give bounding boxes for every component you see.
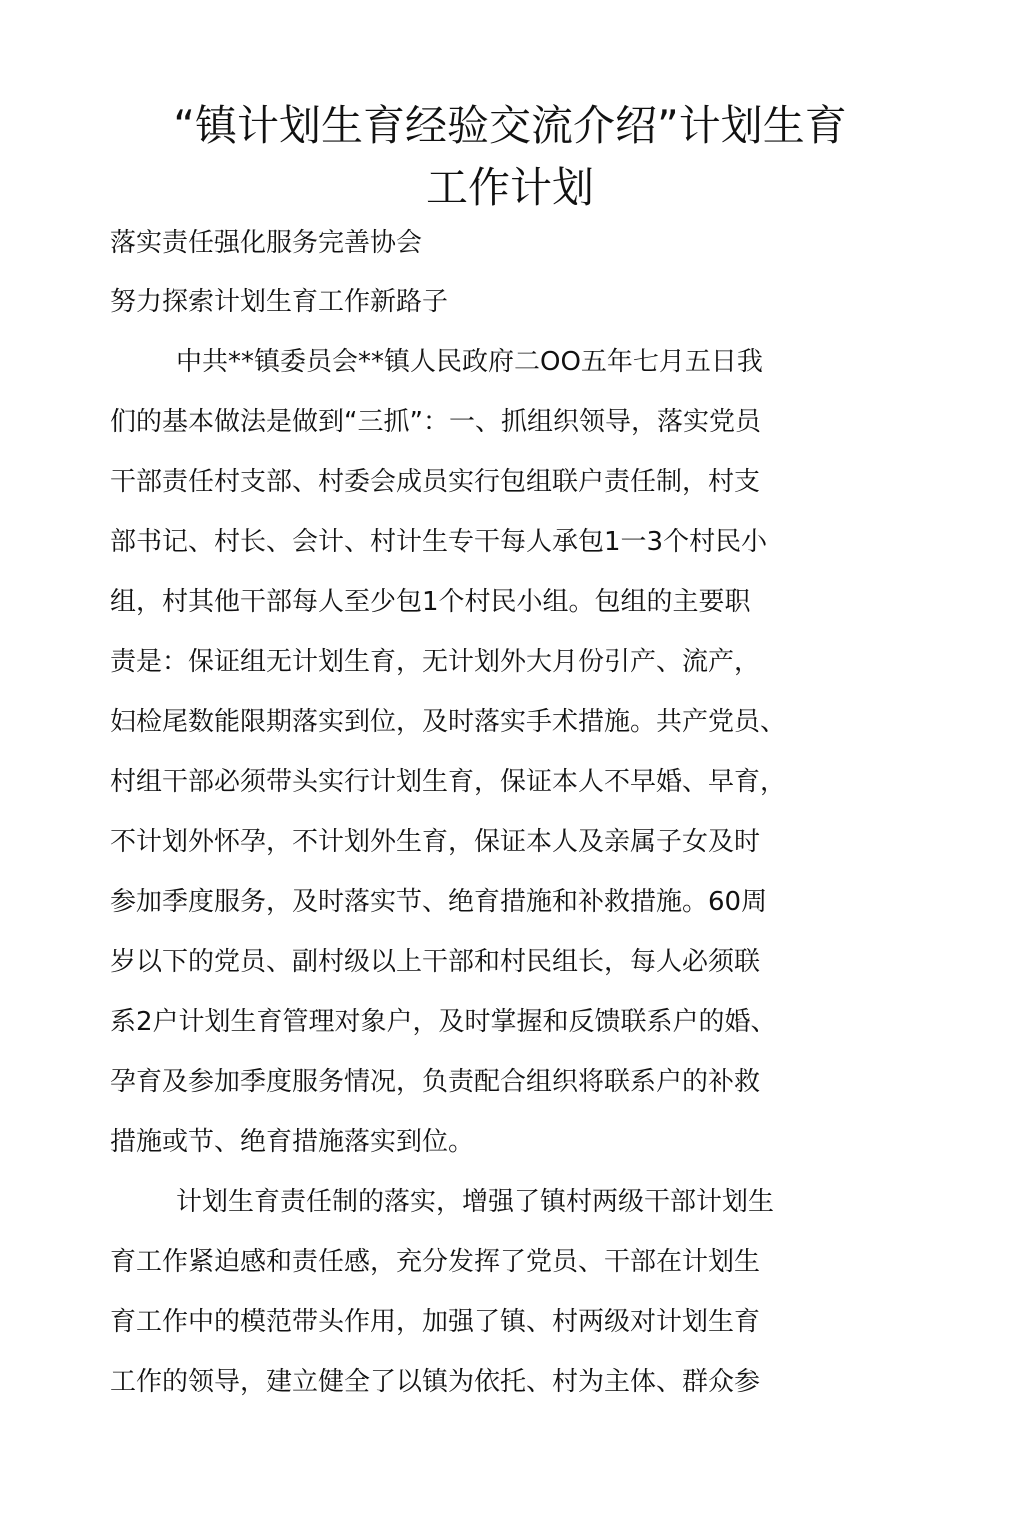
body-line: 工作的领导，建立健全了以镇为依托、村为主体、群众参 bbox=[110, 1367, 761, 1397]
body-line: 中共**镇委员会**镇人民政府二OO五年七月五日我 bbox=[176, 347, 763, 377]
body-line: 村组干部必须带头实行计划生育，保证本人不早婚、早育， bbox=[110, 767, 787, 797]
body-line: 们的基本做法是做到“三抓”：一、抓组织领导，落实党员 bbox=[110, 407, 761, 437]
body-line: 干部责任村支部、村委会成员实行包组联户责任制，村支 bbox=[110, 467, 761, 497]
body-line: 系2户计划生育管理对象户，及时掌握和反馈联系户的婚、 bbox=[110, 1007, 777, 1037]
subtitle-line-1: 落实责任强化服务完善协会 bbox=[110, 228, 423, 258]
subtitle-line-2: 努力探索计划生育工作新路子 bbox=[110, 287, 449, 317]
body-line: 组，村其他干部每人至少包1个村民小组。包组的主要职 bbox=[110, 587, 751, 617]
body-line: 孕育及参加季度服务情况，负责配合组织将联系户的补救 bbox=[110, 1067, 761, 1097]
document-title-line-1: “镇计划生育经验交流介绍”计划生育 bbox=[173, 101, 847, 150]
body-line: 育工作中的模范带头作用，加强了镇、村两级对计划生育 bbox=[110, 1307, 761, 1337]
body-line: 计划生育责任制的落实，增强了镇村两级干部计划生 bbox=[176, 1187, 775, 1217]
document-title-line-2: 工作计划 bbox=[425, 163, 594, 212]
body-line: 部书记、村长、会计、村计生专干每人承包1一3个村民小 bbox=[110, 527, 768, 557]
body-line: 妇检尾数能限期落实到位，及时落实手术措施。共产党员、 bbox=[110, 707, 787, 737]
body-line: 措施或节、绝育措施落实到位。 bbox=[110, 1127, 475, 1157]
body-line: 不计划外怀孕，不计划外生育，保证本人及亲属子女及时 bbox=[110, 827, 761, 857]
body-line: 育工作紧迫感和责任感，充分发挥了党员、干部在计划生 bbox=[110, 1247, 761, 1277]
body-line: 参加季度服务，及时落实节、绝育措施和补救措施。60周 bbox=[110, 887, 768, 917]
body-line: 责是：保证组无计划生育，无计划外大月份引产、流产， bbox=[110, 647, 761, 677]
body-line: 岁以下的党员、副村级以上干部和村民组长，每人必须联 bbox=[110, 947, 761, 977]
